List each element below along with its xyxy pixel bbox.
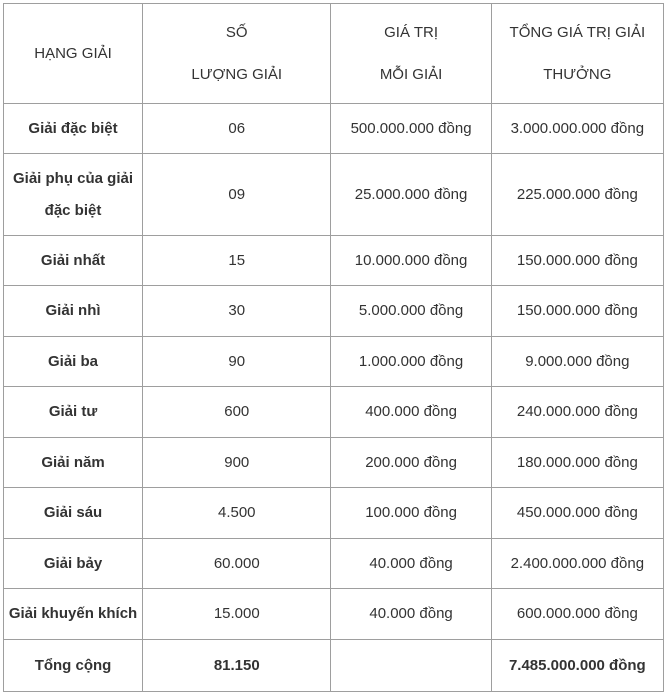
cell-rank: Giải khuyến khích — [4, 589, 143, 640]
header-rank-label: HẠNG GIẢI — [34, 44, 112, 62]
total-quantity: 81.150 — [143, 640, 331, 692]
cell-value: 1.000.000 đồng — [331, 337, 491, 387]
header-value-line2: MỖI GIẢI — [379, 65, 443, 83]
cell-rank: Giải tư — [4, 387, 143, 438]
cell-total: 225.000.000 đồng — [491, 154, 663, 236]
cell-total: 150.000.000 đồng — [491, 236, 663, 286]
cell-value: 25.000.000 đồng — [331, 154, 491, 236]
cell-value: 500.000.000 đồng — [331, 104, 491, 154]
header-total-line1: TỔNG GIÁ TRỊ GIẢI — [509, 23, 646, 41]
prize-table — [3, 3, 664, 692]
header-row — [4, 4, 664, 104]
cell-value: 200.000 đồng — [331, 438, 491, 488]
header-value — [331, 4, 491, 104]
cell-value: 400.000 đồng — [331, 387, 491, 438]
table-row — [4, 286, 664, 337]
cell-quantity: 09 — [143, 154, 331, 236]
total-amount: 7.485.000.000 đồng — [491, 640, 663, 692]
cell-rank: Giải sáu — [4, 488, 143, 539]
table-row — [4, 488, 664, 539]
cell-total: 240.000.000 đồng — [491, 387, 663, 438]
cell-value: 40.000 đồng — [331, 589, 491, 640]
cell-quantity: 15 — [143, 236, 331, 286]
cell-total: 450.000.000 đồng — [491, 488, 663, 539]
table-row — [4, 438, 664, 488]
cell-rank: Giải bảy — [4, 539, 143, 589]
cell-quantity: 600 — [143, 387, 331, 438]
cell-quantity: 60.000 — [143, 539, 331, 589]
cell-quantity: 30 — [143, 286, 331, 337]
total-row — [4, 640, 664, 692]
table-row — [4, 104, 664, 154]
cell-rank: Giải nhất — [4, 236, 143, 286]
table-row — [4, 154, 664, 236]
header-total-line2: THƯỞNG — [543, 65, 612, 83]
header-value-line1: GIÁ TRỊ — [384, 23, 439, 41]
cell-value: 5.000.000 đồng — [331, 286, 491, 337]
cell-total: 180.000.000 đồng — [491, 438, 663, 488]
cell-rank: Giải năm — [4, 438, 143, 488]
cell-total: 600.000.000 đồng — [491, 589, 663, 640]
header-total — [491, 4, 663, 104]
cell-quantity: 90 — [143, 337, 331, 387]
table-row — [4, 387, 664, 438]
header-quantity — [143, 4, 331, 104]
cell-quantity: 06 — [143, 104, 331, 154]
total-value — [331, 640, 491, 692]
cell-rank: Giải nhì — [4, 286, 143, 337]
table-row — [4, 236, 664, 286]
table-row — [4, 337, 664, 387]
cell-total: 3.000.000.000 đồng — [491, 104, 663, 154]
cell-rank: Giải phụ của giải đặc biệt — [4, 154, 143, 236]
table-row — [4, 539, 664, 589]
table-row — [4, 589, 664, 640]
header-rank — [4, 4, 143, 104]
cell-value: 40.000 đồng — [331, 539, 491, 589]
cell-quantity: 900 — [143, 438, 331, 488]
cell-value: 10.000.000 đồng — [331, 236, 491, 286]
cell-total: 150.000.000 đồng — [491, 286, 663, 337]
cell-total: 2.400.000.000 đồng — [491, 539, 663, 589]
cell-value: 100.000 đồng — [331, 488, 491, 539]
cell-rank: Giải đặc biệt — [4, 104, 143, 154]
cell-quantity: 15.000 — [143, 589, 331, 640]
cell-rank: Giải ba — [4, 337, 143, 387]
cell-quantity: 4.500 — [143, 488, 331, 539]
total-label: Tổng cộng — [4, 640, 143, 692]
header-quantity-line2: LƯỢNG GIẢI — [191, 65, 283, 83]
cell-total: 9.000.000 đồng — [491, 337, 663, 387]
header-quantity-line1: SỐ — [225, 23, 248, 41]
